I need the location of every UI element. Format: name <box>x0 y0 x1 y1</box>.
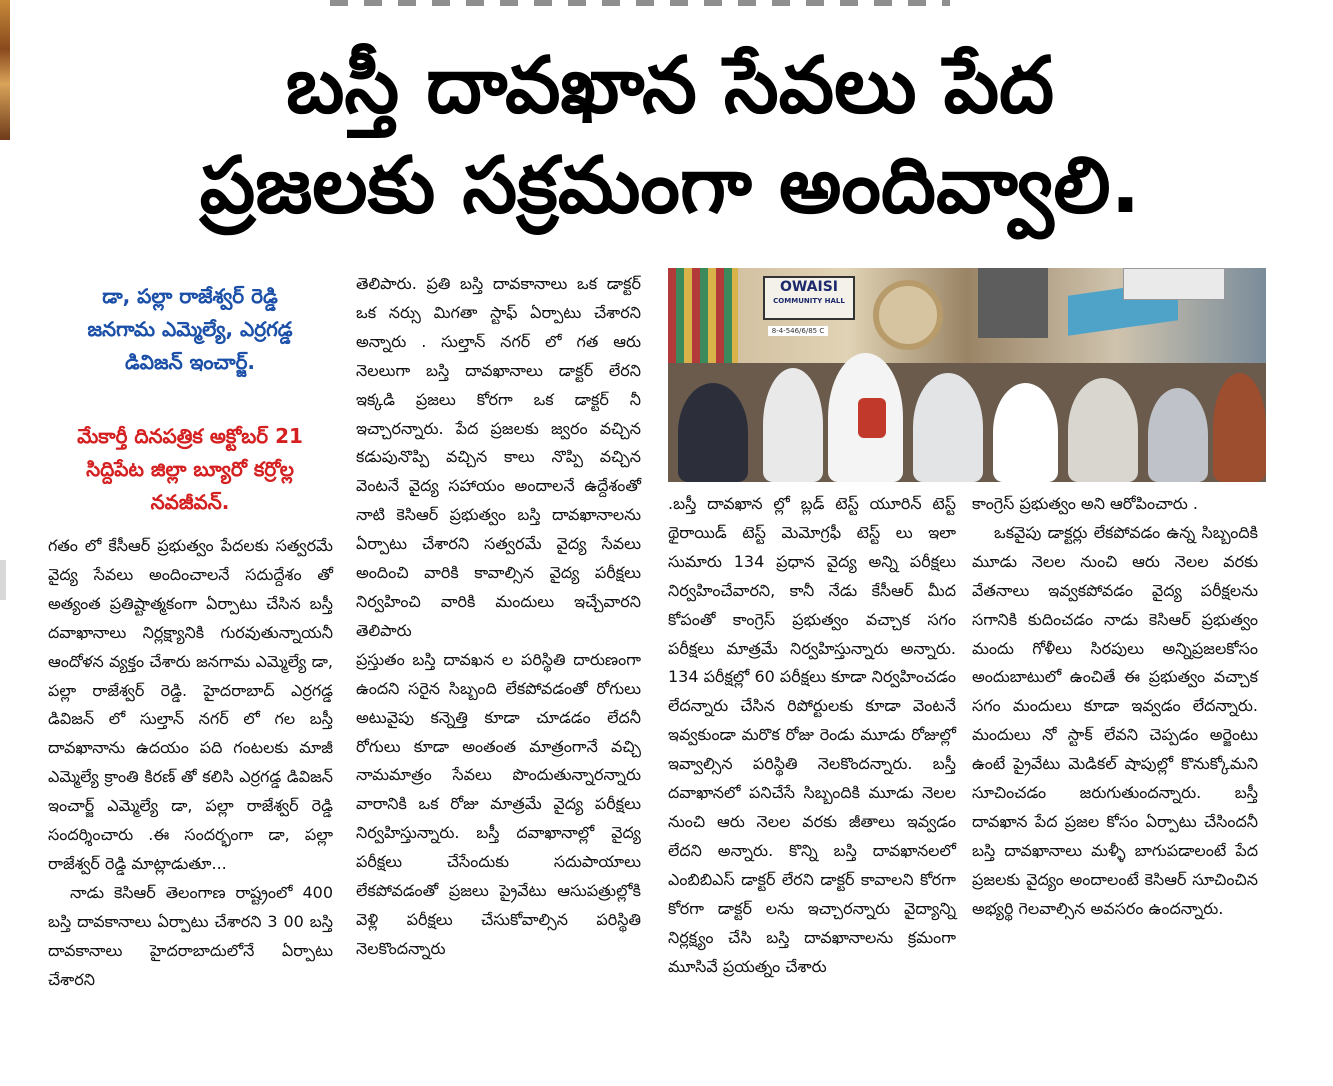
photo-address-plaque: 8-4-546/6/85 C <box>768 326 828 336</box>
photo-transformer <box>978 268 1048 338</box>
article-column-2 <box>356 270 641 964</box>
article-column-3 <box>668 490 956 981</box>
paragraph: ప్రస్తుతం బస్తి దావఖన ల పరిస్థితి దారుణంగా ఉందని సరైన సిబ్బంది లేకపోవడంతో రోగులు అటువైపు కన్నెత్తి కూడా చూడడం లేదనీ రోగులు కూడా అంతంత మాత్రంగానే వచ్చి నామమాత్రం సేవలు పొందుతున్నారన్నారు వారానికి ఒక రోజు మాత్రమే వైద్య పరీక్షలు నిర్వహిస్తున్నారు. బస్తీ దవాఖానాల్లో వైద్య పరీక్షలు చేసేందుకు సదుపాయాలు లేకపోవడంతో ప్రజలు ప్రైవేటు ఆసుపత్రుల్లోకి వెళ్లి పరీక్షలు చేసుకోవాల్సిన పరిస్థితి నెలకొందన్నారు <box>356 649 641 958</box>
dateline-line-1: మేకార్తీ దినపత్రిక అక్టోబర్ 21 <box>77 424 303 448</box>
photo-person <box>1213 373 1266 482</box>
photo-person <box>913 373 983 482</box>
headline-line-2: ప్రజలకు సక్రమంగా అందివ్వాలి. <box>199 141 1141 231</box>
byline-line-1: డా, పల్లా రాజేశ్వర్ రెడ్డి <box>102 284 278 308</box>
headline-line-1: బస్తీ దావఖాన సేవలు పేద <box>285 41 1055 131</box>
photo-crowd <box>668 363 1266 482</box>
photo-person <box>763 368 823 482</box>
paragraph: గతం లో కేసీఆర్ ప్రభుత్వం పేదలకు సత్వరమే వైద్య సేవలు అందించాలనే సదుద్దేశం తో అత్యంత ప్రతిష్టాత్మకంగా ఏర్పాటు చేసిన బస్తీ దవాఖానాలు నిర్లక్ష్యానికి గురవుతున్నాయనీ ఆందోళన వ్యక్తం చేశారు జనగామ ఎమ్మెల్యే డా, పల్లా రాజేశ్వర్ రెడ్డి. హైదరాబాద్ ఎర్రగడ్డ డివిజన్ లో సుల్తాన్ నగర్ లో గల బస్తీ దావఖానాను ఉదయం పది గంటలకు మాజీ ఎమ్మెల్యే క్రాంతి కిరణ్ తో కలిసి ఎర్రగడ్డ డివిజన్ ఇంచార్జ్ ఎమ్మెల్యే డా, పల్లా రాజేశ్వర్ రెడ్డి సందర్శించారు .ఈ సందర్భంగా డా, పల్లా రాజేశ్వర్ రెడ్డి మాట్లాడుతూ... <box>48 536 333 873</box>
news-photo <box>668 268 1266 482</box>
dateline-line-2: సిద్దిపేట జిల్లా బ్యూరో కర్రోల్ల <box>86 457 294 481</box>
sign-subtitle: COMMUNITY HALL <box>773 297 845 305</box>
photo-rosette-ornament <box>873 280 943 350</box>
adjacent-photo-edge <box>0 0 10 140</box>
paragraph: కాంగ్రెస్ ప్రభుత్వం అని ఆరోపించారు . <box>972 494 1198 513</box>
photo-person <box>1148 388 1208 482</box>
byline-line-3: డివిజన్ ఇంచార్జ్. <box>124 350 256 374</box>
paragraph: .బస్తీ దావఖాన ల్లో బ్లడ్ టెస్ట్ యూరిన్ టెస్ట్ థైరాయిడ్ టెస్ట్ మెమోగ్రఫీ టెస్ట్ లు ఇలా సుమారు 134 ప్రధాన వైద్య అన్ని పరీక్షలు నిర్వహించేవారని, కానీ నేడు కేసీఆర్ మీద కోపంతో కాంగ్రెస్ ప్రభుత్వం వచ్చాక సగం పరీక్షలు మాత్రమే నిర్వహిస్తున్నారు అన్నారు. 134 పరీక్షల్లో 60 పరీక్షలు కూడా నిర్వహించడం లేదన్నారు చేసిన రిపోర్టులకు కూడా వెంటనే ఇవ్వకుండా మరొక రోజు రెండు మూడు రోజుల్లో ఇవ్వాల్సిన పరిస్థితి నెలకొందన్నారు. బస్తీ దవాఖానలో పనిచేసే సిబ్బందికి మూడు నెలల నుంచి ఆరు నెలల వరకు జీతాలు ఇవ్వడం లేదని అన్నారు. కొన్ని బస్తి దావఖానలలో ఎంబిబిఎస్ డాక్టర్ లేరని డాక్టర్ కావాలని కోరగా కోరగా డాక్టర్ లను ఇచ్చారన్నారు వైద్యాన్ని నిర్లక్ష్యం చేసి బస్తి దావఖానాలను క్రమంగా మూసివే ప్రయత్నం చేశారు <box>668 494 956 976</box>
paragraph: ఒకవైపు డాక్టర్లు లేకపోవడం ఉన్న సిబ్బందికి మూడు నెలల నుంచి ఆరు నెలల వరకు వేతనాలు ఇవ్వకపోవడం వైద్య పరీక్షలను సగానికి కుదించడం నాడు కెసిఆర్ ప్రభుత్వం మందు గోళీలు సిరపులు అన్నిప్రజలకోసం అందుబాటులో ఉంచితే ఈ ప్రభుత్వం వచ్చాక సగం మందులు కూడా ఇవ్వడం లేదన్నారు. మందులు నో స్టాక్ లేవని చెప్పడం అర్జెంటు ఉంటే ప్రైవేటు మెడికల్ షాపుల్లో కొనుక్కోమని సూచించడం జరుగుతుందన్నారు. బస్తీ దావఖాన పేద ప్రజల కోసం ఏర్పాటు చేసిందనీ బస్తి దావఖానాలు మళ్ళీ బాగుపడాలంటే పేద ప్రజలకు వైద్యం అందాలంటే కెసిఆర్ సూచించిన అభ్యర్థి గెలవాల్సిన అవసరం ఉందన్నారు. <box>972 522 1258 918</box>
adjacent-page-edge <box>0 560 6 600</box>
photo-signboard <box>763 276 855 320</box>
cropped-text-edge <box>330 0 950 6</box>
photo-person <box>1068 378 1138 482</box>
headline <box>40 36 1300 236</box>
photo-person <box>678 383 748 482</box>
sign-title: OWAISI <box>779 279 839 295</box>
byline <box>42 280 338 379</box>
photo-microphone <box>858 398 886 438</box>
paragraph: నాడు కెసిఆర్ తెలంగాణ రాష్ట్రంలో 400 బస్తి దావకానాలు ఏర్పాటు చేశారని 3 00 బస్తి దావకానాలు హైదరాబాదులోనే ఏర్పాటు చేశారని <box>48 882 333 989</box>
article-column-4 <box>972 490 1258 924</box>
dateline <box>42 420 338 519</box>
dateline-line-3: నవజీవన్. <box>150 490 230 514</box>
photo-person <box>993 383 1058 482</box>
paragraph: తెలిపారు. ప్రతి బస్తి దావకానాలు ఒక డాక్టర్ ఒక నర్సు మిగతా స్టాఫ్ ఏర్పాటు చేశారని అన్నారు . సుల్తాన్ నగర్ లో గత ఆరు నెలలుగా బస్తి దావఖానాలు డాక్టర్ లేరని ఇక్కడి ప్రజలు కోరగా ఒక డాక్టర్ నీ ఇచ్చారన్నారు. పేద ప్రజలకు జ్వరం వచ్చిన కడుపునొప్పి వచ్చిన కాలు నొప్పి వచ్చిన వెంటనే వైద్య సహాయం అందాలనే ఉద్దేశంతో నాటి కెసిఆర్ ప్రభుత్వం బస్తి దావఖానాలను ఏర్పాటు చేశారని సత్వరమే వైద్య సేవలు అందించి వారికి కావాల్సిన వైద్య పరీక్షలు నిర్వహించి వారికి మందులు ఇచ్చేవారని తెలిపారు <box>356 274 641 640</box>
byline-line-2: జనగామ ఎమ్మెల్యే, ఎర్రగడ్డ <box>87 317 293 341</box>
article-column-1 <box>48 532 333 995</box>
photo-notice-board <box>1123 268 1225 300</box>
